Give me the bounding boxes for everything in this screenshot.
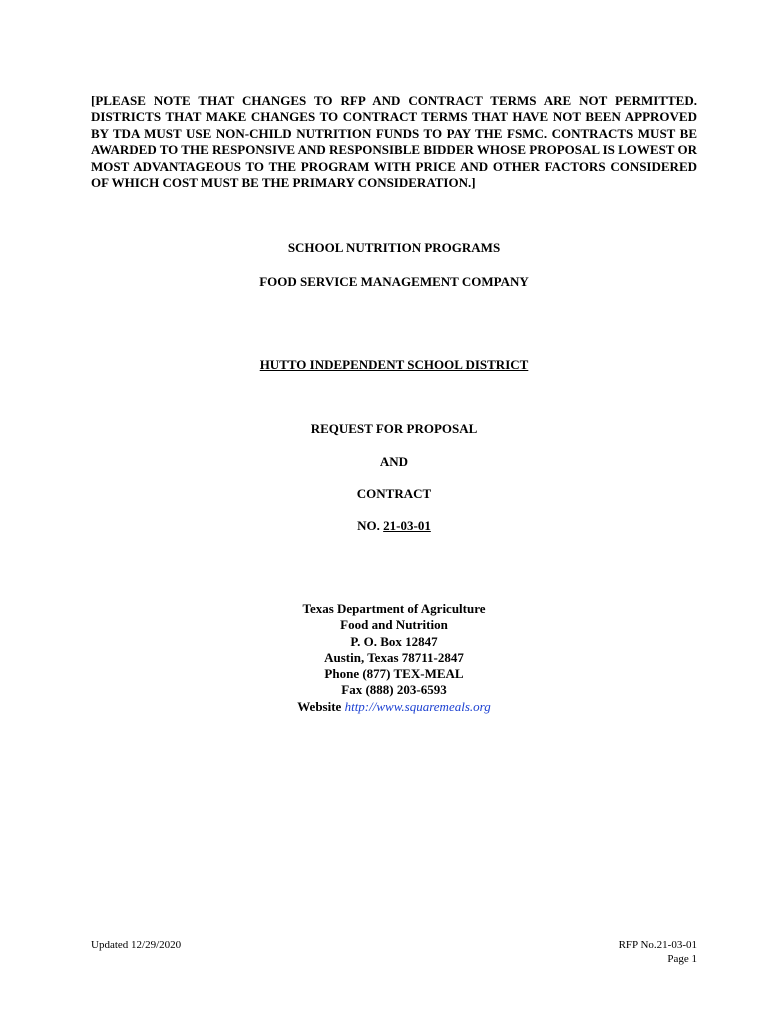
district-name: HUTTO INDEPENDENT SCHOOL DISTRICT	[259, 357, 529, 372]
address-line-city: Austin, Texas 78711-2847	[324, 649, 464, 665]
footer-updated: Updated 12/29/2020	[91, 939, 182, 951]
district-heading	[0, 357, 770, 373]
address-line-website	[0, 699, 770, 715]
footer-page-number: Page 1	[667, 953, 697, 965]
company-heading: FOOD SERVICE MANAGEMENT COMPANY	[259, 274, 529, 289]
address-block	[0, 601, 770, 715]
website-label: Website	[297, 698, 342, 714]
address-line-pobox: P. O. Box 12847	[350, 633, 438, 649]
address-line-division: Food and Nutrition	[340, 617, 448, 633]
program-heading: SCHOOL NUTRITION PROGRAMS	[287, 240, 501, 255]
contract-heading: CONTRACT	[356, 486, 432, 501]
address-line-agency: Texas Department of Agriculture	[302, 601, 486, 616]
contract-number	[0, 518, 770, 534]
and-heading: AND	[379, 454, 409, 469]
rfp-heading: REQUEST FOR PROPOSAL	[310, 421, 478, 436]
contract-number-label: NO.	[357, 518, 380, 533]
contract-number-value: 21-03-01	[383, 518, 431, 533]
footer-rfp-number: RFP No.21-03-01	[618, 939, 697, 951]
address-line-fax: Fax (888) 203-6593	[341, 682, 447, 698]
address-line-phone: Phone (877) TEX-MEAL	[324, 666, 464, 682]
website-link[interactable]: http://www.squaremeals.org	[344, 698, 491, 714]
footer-right	[619, 938, 697, 966]
notice-paragraph: [PLEASE NOTE THAT CHANGES TO RFP AND CONTRACT TERMS ARE NOT PERMITTED. DISTRICTS THAT MAKE CHANGES TO CONTRACT TERMS THAT HAVE NOT BEEN APPROVED BY TDA MUST USE NON-CHILD NUTRITION FUNDS TO PAY THE FSMC. CONTRACTS MUST BE AWARDED TO THE RESPONSIVE AND RESPONSIBLE BIDDER WHOSE PROPOSAL IS LOWEST OR MOST ADVANTAGEOUS TO THE PROGRAM WITH PRICE AND OTHER FACTORS CONSIDERED OF WHICH COST MUST BE THE PRIMARY CONSIDERATION.]	[91, 93, 697, 191]
